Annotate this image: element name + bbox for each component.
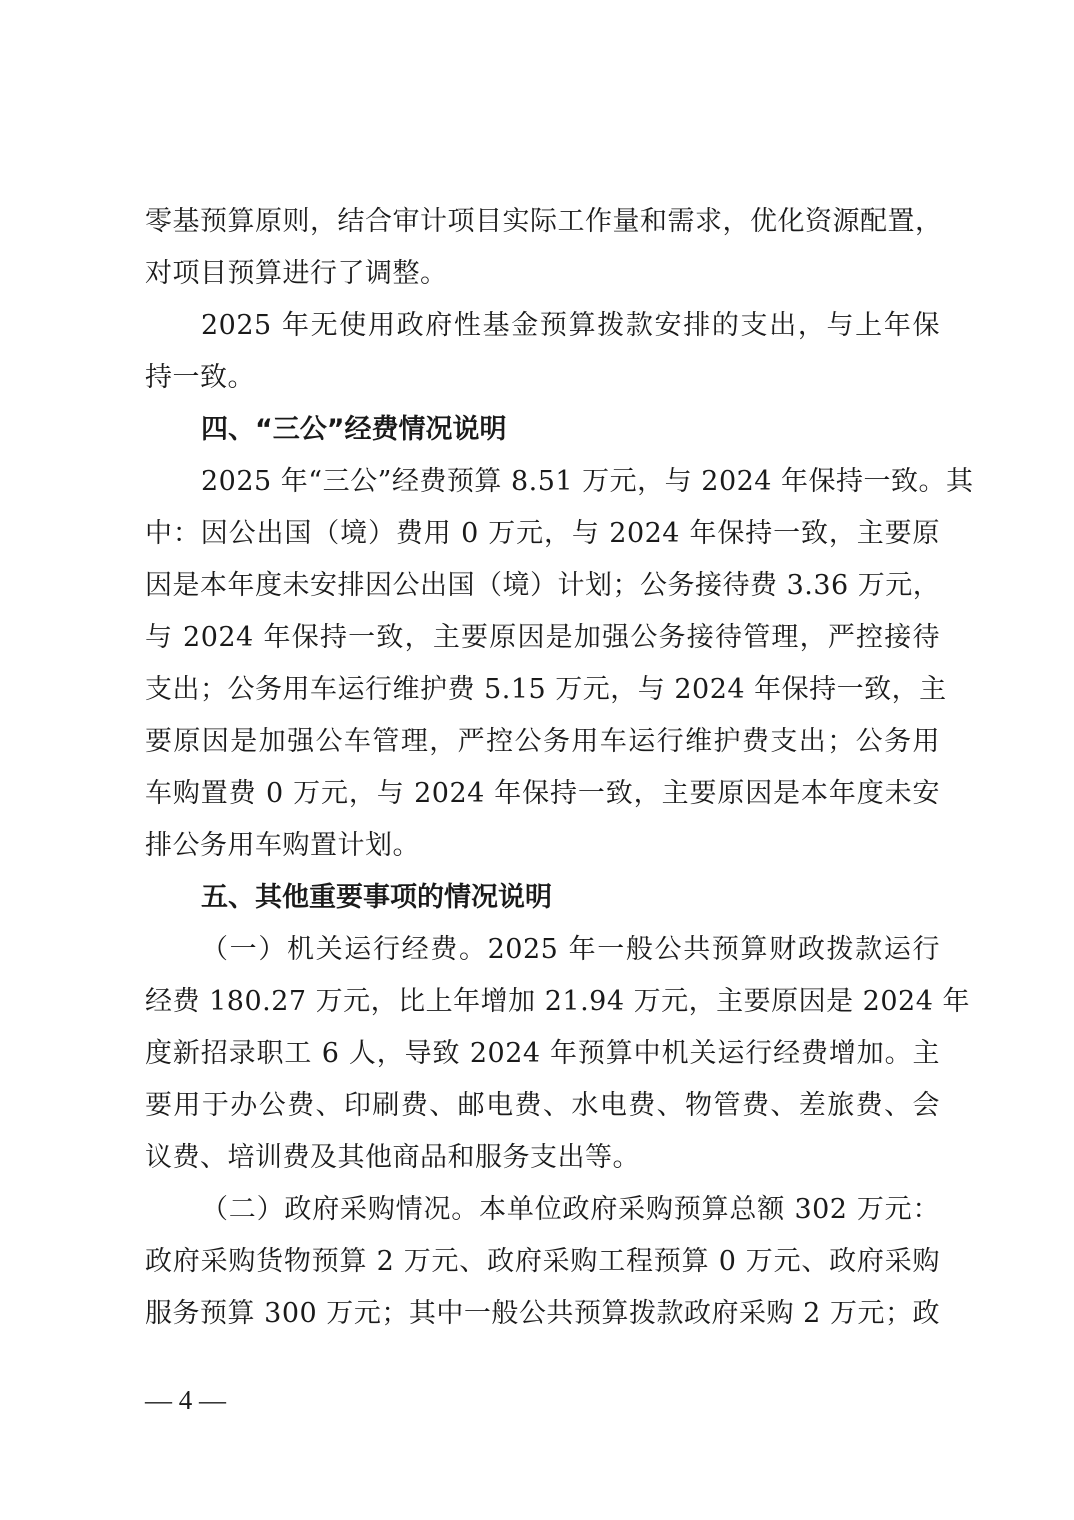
text-line: 政府采购货物预算 2 万元、政府采购工程预算 0 万元、政府采购 [145,1246,940,1277]
text-line: 与 2024 年保持一致，主要原因是加强公务接待管理，严控接待 [145,622,940,653]
text-line: 2025 年无使用政府性基金预算拨款安排的支出，与上年保 [201,310,940,341]
text-line: 因是本年度未安排因公出国（境）计划；公务接待费 3.36 万元， [145,570,941,601]
text-line: 车购置费 0 万元，与 2024 年保持一致，主要原因是本年度未安 [145,778,940,809]
document-body [145,196,974,1340]
paragraph-three-public-expenses [145,456,974,872]
text-line: （一）机关运行经费。2025 年一般公共预算财政拨款运行 [201,934,940,965]
section-heading-other-matters: 五、其他重要事项的情况说明 [201,882,552,913]
text-line: （二）政府采购情况。本单位政府采购预算总额 302 万元： [201,1194,940,1225]
text-line: 零基预算原则，结合审计项目实际工作量和需求，优化资源配置， [145,206,943,237]
text-line: 对项目预算进行了调整。 [145,258,448,289]
text-line: 经费 180.27 万元，比上年增加 21.94 万元，主要原因是 2024 年 [145,986,970,1017]
section-heading-three-public-expenses: 四、“三公”经费情况说明 [201,414,507,445]
page-number: — 4 — [145,1385,226,1415]
text-line: 持一致。 [145,362,255,393]
paragraph-government-procurement [145,1184,940,1340]
paragraph-zero-based-budget [145,196,943,300]
text-line: 议费、培训费及其他商品和服务支出等。 [145,1142,640,1173]
text-line: 要用于办公费、印刷费、邮电费、水电费、物管费、差旅费、会 [145,1090,940,1121]
text-line: 支出；公务用车运行维护费 5.15 万元，与 2024 年保持一致，主 [145,674,947,705]
text-line: 度新招录职工 6 人，导致 2024 年预算中机关运行经费增加。主 [145,1038,940,1069]
text-line: 排公务用车购置计划。 [145,830,420,861]
text-line: 2025 年“三公”经费预算 8.51 万元，与 2024 年保持一致。其 [201,466,974,497]
paragraph-government-fund [145,300,940,404]
text-line: 服务预算 300 万元；其中一般公共预算拨款政府采购 2 万元；政 [145,1298,940,1329]
text-line: 中：因公出国（境）费用 0 万元，与 2024 年保持一致，主要原 [145,518,940,549]
text-line: 要原因是加强公车管理，严控公务用车运行维护费支出；公务用 [145,726,940,757]
paragraph-agency-operating-costs [145,924,970,1184]
